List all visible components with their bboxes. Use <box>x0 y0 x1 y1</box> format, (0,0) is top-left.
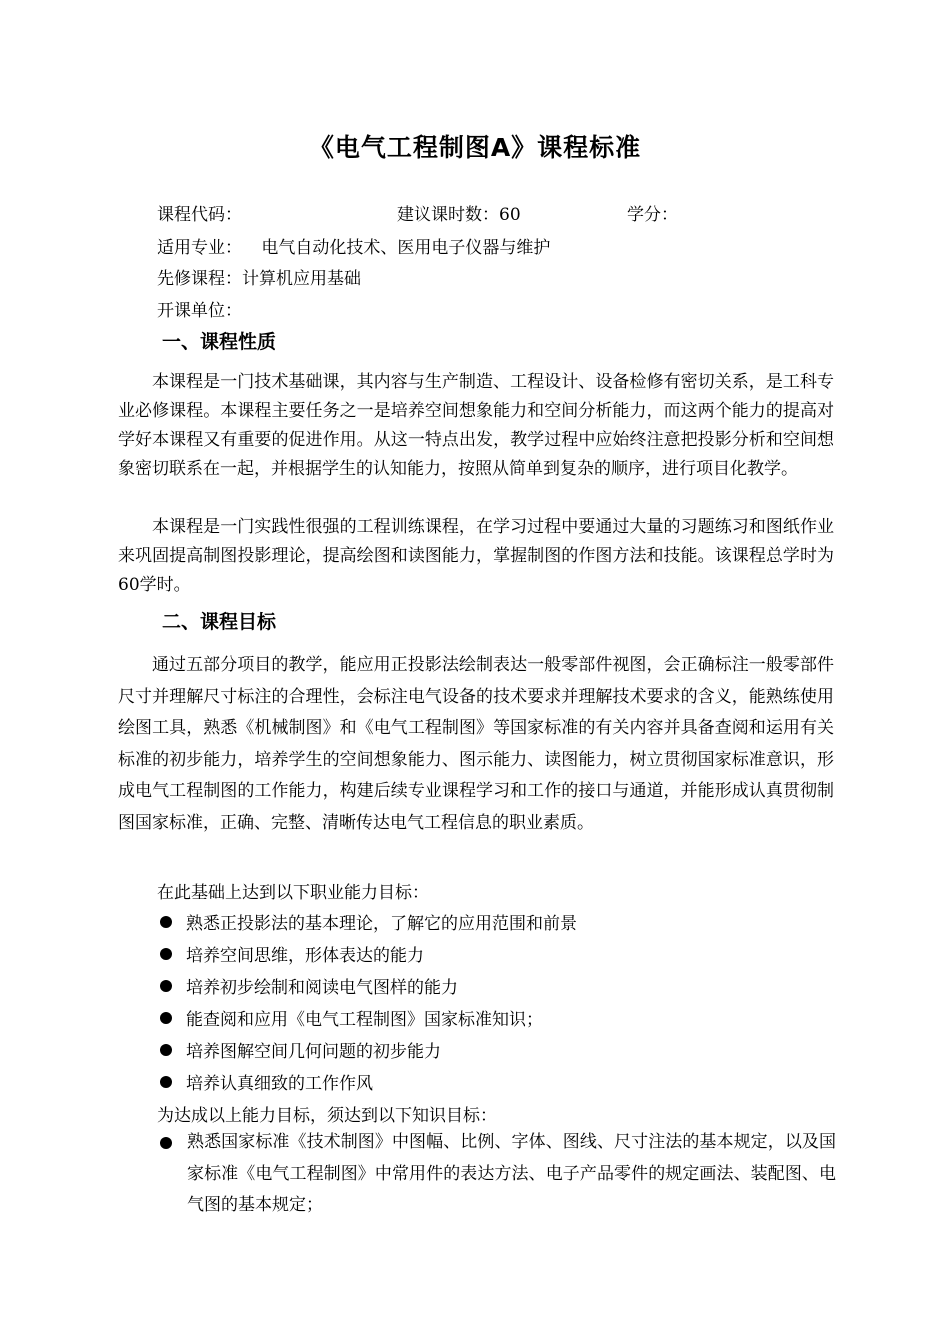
meta-row-code <box>157 200 678 225</box>
bullet-icon <box>160 1044 172 1056</box>
document-title: 《电气工程制图A》课程标准 <box>308 133 642 162</box>
course-code-label: 课程代码： <box>157 205 242 225</box>
ability-item: 熟悉正投影法的基本理论，了解它的应用范围和前景 <box>160 909 577 934</box>
ability-item: 培养认真细致的工作作风 <box>160 1069 373 1094</box>
unit-label: 开课单位： <box>157 301 242 321</box>
meta-row-major <box>157 233 550 258</box>
knowledge-intro: 为达成以上能力目标，须达到以下知识目标： <box>157 1106 497 1126</box>
prereq-label: 先修课程： <box>157 269 242 289</box>
bullet-icon <box>160 980 172 992</box>
bullet-icon <box>160 916 172 928</box>
ability-item: 培养图解空间几何问题的初步能力 <box>160 1037 441 1062</box>
ability-item: 培养初步绘制和阅读电气图样的能力 <box>160 973 458 998</box>
section-heading-goals: 二、课程目标 <box>162 611 277 633</box>
nature-paragraph-1: 本课程是一门技术基础课，其内容与生产制造、工程设计、设备检修有密切关系，是工科专业必修课程。本课程主要任务之一是培养空间想象能力和空间分析能力，而这两个能力的提高对学好本课程又有重要的促进作用。从这一特点出发，教学过程中应始终注意把投影分析和空间想象密切联系在一起，并根据学生的认知能力，按照从简单到复杂的顺序，进行项目化教学。 <box>118 372 834 479</box>
prereq-value: 计算机应用基础 <box>242 269 361 289</box>
bullet-icon <box>160 1076 172 1088</box>
credits-label: 学分： <box>627 205 678 225</box>
goals-paragraph-1: 通过五部分项目的教学，能应用正投影法绘制表达一般零部件视图，会正确标注一般零部件尺寸并理解尺寸标注的合理性，会标注电气设备的技术要求并理解技术要求的含义，能熟练使用绘图工具，熟悉《机械制图》和《电气工程制图》等国家标准的有关内容并具备查阅和运用有关标准的初步能力，培养学生的空间想象能力、图示能力、读图能力，树立贯彻国家标准意识，形成电气工程制图的工作能力，构建后续专业课程学习和工作的接口与通道，并能形成认真贯彻制图国家标准，正确、完整、清晰传达电气工程信息的职业素质。 <box>118 655 834 833</box>
meta-row-prereq <box>157 264 361 289</box>
knowledge-item: 熟悉国家标准《技术制图》中图幅、比例、字体、图线、尺寸注法的基本规定，以及国家标准《电气工程制图》中常用件的表达方法、电子产品零件的规定画法、装配图、电气图的基本规定； <box>160 1127 836 1222</box>
ability-intro: 在此基础上达到以下职业能力目标： <box>157 883 429 903</box>
nature-paragraph-2: 本课程是一门实践性很强的工程训练课程，在学习过程中要通过大量的习题练习和图纸作业来巩固提高制图投影理论，提高绘图和读图能力，掌握制图的作图方法和技能。该课程总学时为60学时。 <box>118 517 834 595</box>
bullet-icon <box>160 948 172 960</box>
major-value: 电气自动化技术、医用电子仪器与维护 <box>261 238 551 258</box>
section-heading-nature: 一、课程性质 <box>162 331 277 353</box>
bullet-icon <box>160 1137 172 1149</box>
ability-item: 培养空间思维，形体表达的能力 <box>160 941 424 966</box>
hours-label: 建议课时数：60 <box>397 205 521 225</box>
major-label: 适用专业： <box>157 238 242 258</box>
meta-row-unit <box>157 296 242 321</box>
ability-item: 能查阅和应用《电气工程制图》国家标准知识； <box>160 1005 543 1030</box>
bullet-icon <box>160 1012 172 1024</box>
